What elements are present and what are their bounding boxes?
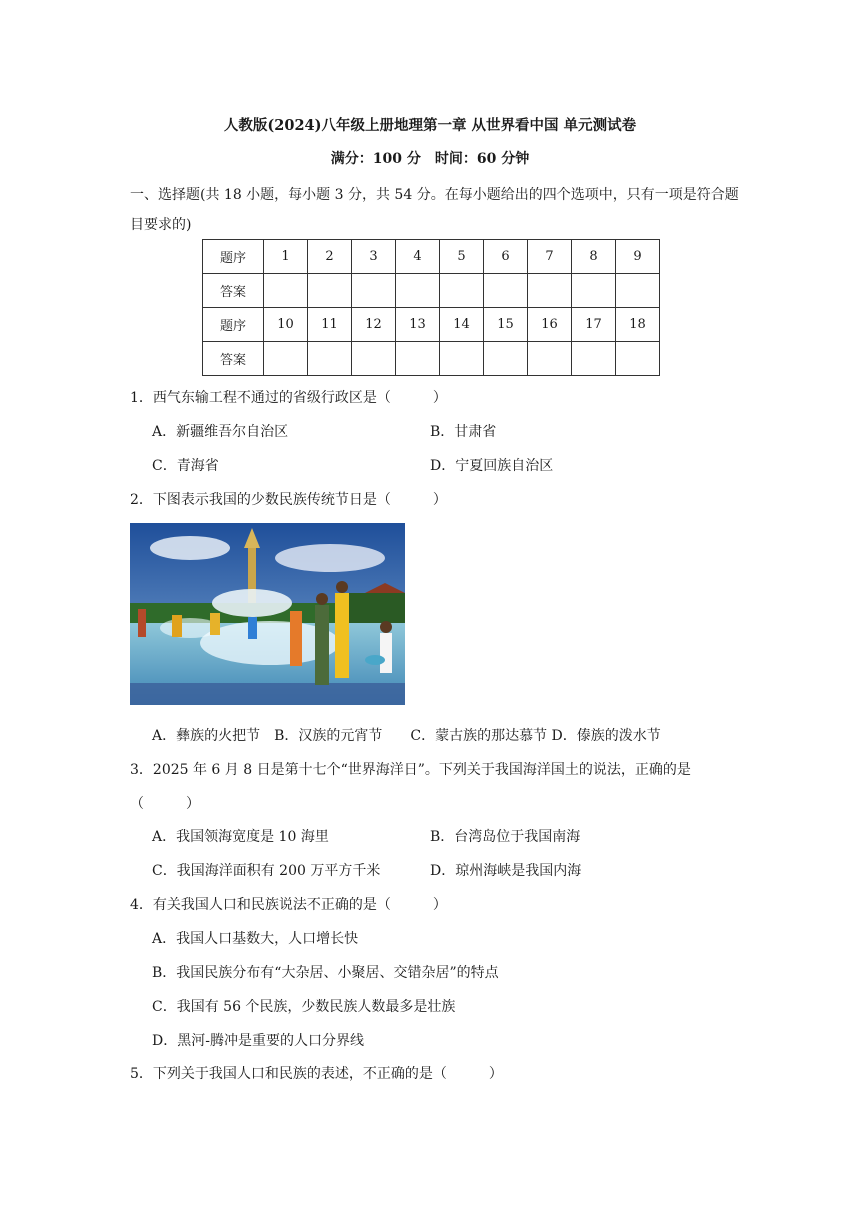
question-3-option-d[interactable]: D．琼州海峡是我国内海: [430, 863, 582, 879]
answer-cell[interactable]: [264, 342, 308, 376]
table-cell: 11: [308, 308, 352, 342]
answer-cell[interactable]: [440, 342, 484, 376]
answer-cell[interactable]: [484, 274, 528, 308]
table-cell: 6: [484, 240, 528, 274]
table-row: [203, 240, 660, 274]
question-1-stem: 1．西气东输工程不通过的省级行政区是（ ）: [130, 390, 447, 406]
table-row: [203, 308, 660, 342]
table-cell: 18: [616, 308, 660, 342]
question-1-option-a[interactable]: A．新疆维吾尔自治区: [152, 424, 289, 440]
table-header-cell: 答案: [203, 342, 264, 376]
answer-cell[interactable]: [440, 274, 484, 308]
table-header-cell: 答案: [203, 274, 264, 308]
table-cell: 12: [352, 308, 396, 342]
table-cell: 8: [572, 240, 616, 274]
document-title: 人教版(2024)八年级上册地理第一章 从世界看中国 单元测试卷: [223, 117, 637, 134]
answer-cell[interactable]: [616, 342, 660, 376]
question-4-option-c[interactable]: C．我国有 56 个民族，少数民族人数最多是壮族: [152, 999, 456, 1015]
table-cell: 4: [396, 240, 440, 274]
table-cell: 1: [264, 240, 308, 274]
question-3-option-b[interactable]: B．台湾岛位于我国南海: [430, 829, 581, 845]
answer-cell[interactable]: [308, 342, 352, 376]
table-cell: 7: [528, 240, 572, 274]
question-4-option-a[interactable]: A．我国人口基数大，人口增长快: [152, 931, 359, 947]
answer-cell[interactable]: [528, 342, 572, 376]
festival-photo-illustration: [130, 523, 405, 705]
answer-cell[interactable]: [484, 342, 528, 376]
question-3-option-a[interactable]: A．我国领海宽度是 10 海里: [152, 829, 329, 845]
table-cell: 9: [616, 240, 660, 274]
table-header-cell: 题序: [203, 240, 264, 274]
table-cell: 17: [572, 308, 616, 342]
question-3-stem: 3．2025 年 6 月 8 日是第十七个“世界海洋日”。下列关于我国海洋国土的说法，正确的是: [130, 762, 691, 778]
answer-cell[interactable]: [396, 274, 440, 308]
table-cell: 2: [308, 240, 352, 274]
answer-cell[interactable]: [396, 342, 440, 376]
question-4-option-b[interactable]: B．我国民族分布有“大杂居、小聚居、交错杂居”的特点: [152, 965, 499, 981]
table-cell: 10: [264, 308, 308, 342]
table-row: [203, 274, 660, 308]
table-row: [203, 342, 660, 376]
answer-cell[interactable]: [572, 274, 616, 308]
answer-cell[interactable]: [616, 274, 660, 308]
table-cell: 15: [484, 308, 528, 342]
table-cell: 13: [396, 308, 440, 342]
answer-cell[interactable]: [352, 342, 396, 376]
table-cell: 5: [440, 240, 484, 274]
answer-table: [202, 239, 660, 376]
score-time-line: 满分：100 分 时间：60 分钟: [330, 151, 530, 167]
question-5-stem: 5．下列关于我国人口和民族的表述，不正确的是（ ）: [130, 1066, 503, 1082]
answer-cell[interactable]: [352, 274, 396, 308]
question-1-option-c[interactable]: C．青海省: [152, 458, 219, 474]
question-3-option-c[interactable]: C．我国海洋面积有 200 万平方千米: [152, 863, 381, 879]
question-3-stem-continued: （ ）: [130, 796, 200, 812]
question-4-option-d[interactable]: D．黑河-腾冲是重要的人口分界线: [152, 1033, 364, 1049]
table-cell: 14: [440, 308, 484, 342]
question-2-options[interactable]: A．彝族的火把节 B．汉族的元宵节 C．蒙古族的那达慕节 D．傣族的泼水节: [152, 728, 661, 744]
table-header-cell: 题序: [203, 308, 264, 342]
section-instructions: 一、选择题(共 18 小题，每小题 3 分，共 54 分。在每小题给出的四个选项中，只有一项是符合题目要求的): [130, 187, 739, 233]
answer-cell[interactable]: [572, 342, 616, 376]
water-splashing-festival-photo: [130, 523, 405, 705]
answer-cell[interactable]: [308, 274, 352, 308]
question-4-stem: 4．有关我国人口和民族说法不正确的是（ ）: [130, 897, 447, 913]
question-1-option-d[interactable]: D．宁夏回族自治区: [430, 458, 554, 474]
table-cell: 16: [528, 308, 572, 342]
question-2-stem: 2．下图表示我国的少数民族传统节日是（ ）: [130, 492, 447, 508]
question-1-option-b[interactable]: B．甘肃省: [430, 424, 497, 440]
answer-cell[interactable]: [264, 274, 308, 308]
answer-cell[interactable]: [528, 274, 572, 308]
table-cell: 3: [352, 240, 396, 274]
